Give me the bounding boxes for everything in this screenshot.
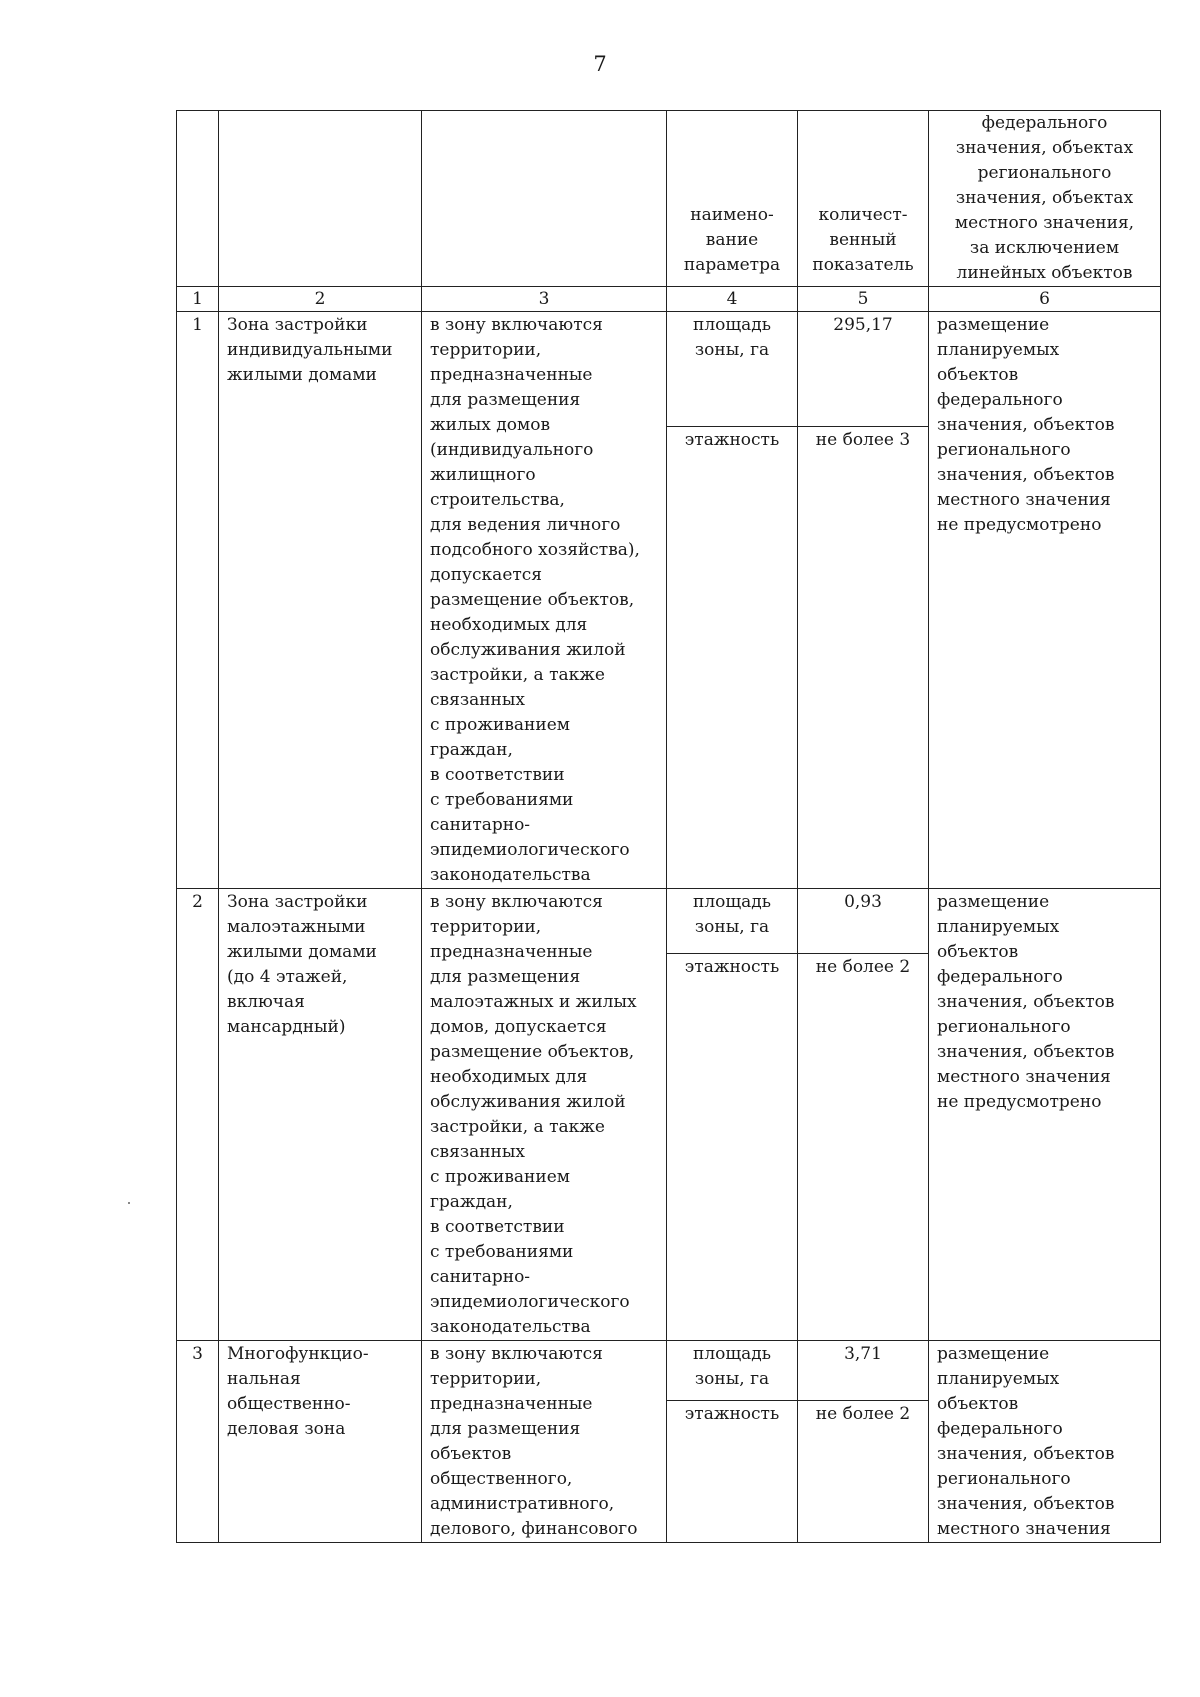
page-number: 7 xyxy=(593,52,607,76)
column-number: 5 xyxy=(798,287,929,312)
param-area-name: площадь зоны, га xyxy=(667,1341,798,1401)
column-number: 3 xyxy=(422,287,667,312)
header-param-name: наимено- вание параметра xyxy=(667,111,798,287)
header-cell-empty xyxy=(177,111,219,287)
header-cell-empty xyxy=(219,111,422,287)
zones-table xyxy=(176,110,1161,1543)
zone-objects: размещение планируемых объектов федерального значения, объектов регионального значения, объектов местного значения xyxy=(929,1341,1161,1543)
param-floors-value: не более 3 xyxy=(798,427,929,889)
header-cell-empty xyxy=(422,111,667,287)
param-floors-value: не более 2 xyxy=(798,954,929,1341)
table-row xyxy=(177,1341,1161,1401)
column-number: 2 xyxy=(219,287,422,312)
zone-name: Зона застройки индивидуальными жилыми домами xyxy=(219,312,422,889)
param-area-value: 3,71 xyxy=(798,1341,929,1401)
param-area-value: 295,17 xyxy=(798,312,929,427)
zone-description: в зону включаются территории, предназначенные для размещения малоэтажных и жилых домов, допускается размещение объектов, необходимых для обслуживания жилой застройки, а также связанных с проживанием граждан, в соответствии с требованиями санитарно- эпидемиологического законодательства xyxy=(422,889,667,1341)
param-floors-name: этажность xyxy=(667,427,798,889)
zone-name: Зона застройки малоэтажными жилыми домами (до 4 этажей, включая мансардный) xyxy=(219,889,422,1341)
column-number-row xyxy=(177,287,1161,312)
param-floors-name: этажность xyxy=(667,954,798,1341)
zone-description: в зону включаются территории, предназначенные для размещения жилых домов (индивидуального жилищного строительства, для ведения личного подсобного хозяйства), допускается размещение объектов, необходимых для обслуживания жилой застройки, а также связанных с проживанием граждан, в соответствии с требованиями санитарно- эпидемиологического законодательства xyxy=(422,312,667,889)
column-number: 4 xyxy=(667,287,798,312)
param-area-name: площадь зоны, га xyxy=(667,889,798,954)
header-param-value: количест- венный показатель xyxy=(798,111,929,287)
table-header-row xyxy=(177,111,1161,287)
param-floors-name: этажность xyxy=(667,1401,798,1543)
table-row xyxy=(177,889,1161,954)
param-area-value: 0,93 xyxy=(798,889,929,954)
row-number: 1 xyxy=(177,312,219,889)
table-row xyxy=(177,312,1161,427)
param-floors-value: не более 2 xyxy=(798,1401,929,1543)
scan-speck xyxy=(128,1202,130,1204)
zone-objects: размещение планируемых объектов федерального значения, объектов регионального значения, объектов местного значения не предусмотрено xyxy=(929,312,1161,889)
header-objects-continuation: федерального значения, объектах регионального значения, объектах местного значения, за исключением линейных объектов xyxy=(929,111,1161,287)
zone-objects: размещение планируемых объектов федерального значения, объектов регионального значения, объектов местного значения не предусмотрено xyxy=(929,889,1161,1341)
param-area-name: площадь зоны, га xyxy=(667,312,798,427)
row-number: 2 xyxy=(177,889,219,1341)
row-number: 3 xyxy=(177,1341,219,1543)
zone-description: в зону включаются территории, предназначенные для размещения объектов общественного, административного, делового, финансового xyxy=(422,1341,667,1543)
column-number: 6 xyxy=(929,287,1161,312)
zone-name: Многофункцио- нальная общественно- деловая зона xyxy=(219,1341,422,1543)
column-number: 1 xyxy=(177,287,219,312)
